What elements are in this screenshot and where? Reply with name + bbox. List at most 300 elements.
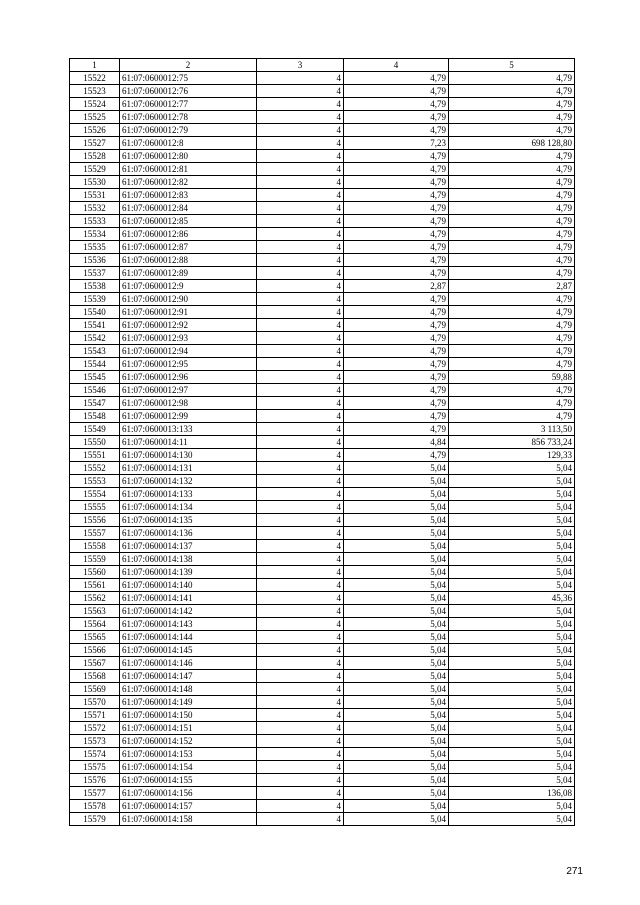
table-row [70, 735, 575, 748]
table-cell: 4 [257, 202, 344, 215]
table-cell: 4 [257, 410, 344, 423]
table-cell: 4,79 [344, 306, 449, 319]
table-cell: 15565 [70, 631, 120, 644]
table-cell: 4 [257, 579, 344, 592]
table-cell: 61:07:0600014:157 [120, 800, 257, 813]
table-cell: 4,84 [344, 436, 449, 449]
table-cell: 4 [257, 566, 344, 579]
table-row [70, 462, 575, 475]
table-cell: 856 733,24 [449, 436, 575, 449]
header-cell: 5 [449, 59, 575, 72]
table-cell: 4 [257, 696, 344, 709]
table-cell: 61:07:0600014:148 [120, 683, 257, 696]
table-cell: 4,79 [449, 176, 575, 189]
table-cell: 5,04 [344, 514, 449, 527]
table-cell: 15555 [70, 501, 120, 514]
table-row [70, 176, 575, 189]
table-cell: 4 [257, 592, 344, 605]
table-row [70, 696, 575, 709]
table-cell: 61:07:0600013:133 [120, 423, 257, 436]
table-cell: 136,08 [449, 787, 575, 800]
table-cell: 59,88 [449, 371, 575, 384]
table-cell: 5,04 [449, 527, 575, 540]
data-table [69, 58, 575, 826]
table-cell: 15529 [70, 163, 120, 176]
table-cell: 4 [257, 85, 344, 98]
table-cell: 5,04 [449, 748, 575, 761]
table-row [70, 683, 575, 696]
table-cell: 4 [257, 72, 344, 85]
table-cell: 4 [257, 488, 344, 501]
table-row [70, 709, 575, 722]
table-cell: 61:07:0600014:136 [120, 527, 257, 540]
table-cell: 4,79 [449, 384, 575, 397]
table-cell: 61:07:0600014:150 [120, 709, 257, 722]
table-cell: 61:07:0600012:93 [120, 332, 257, 345]
table-cell: 4,79 [449, 345, 575, 358]
table-cell: 15568 [70, 670, 120, 683]
table-cell: 61:07:0600012:79 [120, 124, 257, 137]
table-cell: 15578 [70, 800, 120, 813]
table-cell: 4,79 [344, 176, 449, 189]
table-cell: 15543 [70, 345, 120, 358]
table-cell: 4,79 [344, 215, 449, 228]
table-cell: 61:07:0600014:134 [120, 501, 257, 514]
table-cell: 4,79 [344, 449, 449, 462]
table-cell: 15532 [70, 202, 120, 215]
table-cell: 61:07:0600012:80 [120, 150, 257, 163]
table-cell: 4,79 [344, 163, 449, 176]
table-cell: 4 [257, 319, 344, 332]
table-cell: 61:07:0600014:155 [120, 774, 257, 787]
table-cell: 4 [257, 215, 344, 228]
table-cell: 61:07:0600014:153 [120, 748, 257, 761]
table-cell: 4 [257, 280, 344, 293]
table-cell: 61:07:0600014:135 [120, 514, 257, 527]
table-cell: 15558 [70, 540, 120, 553]
table-cell: 4,79 [449, 319, 575, 332]
table-cell: 4,79 [449, 163, 575, 176]
table-cell: 5,04 [449, 462, 575, 475]
table-cell: 61:07:0600012:96 [120, 371, 257, 384]
table-cell: 5,04 [449, 644, 575, 657]
table-cell: 4 [257, 423, 344, 436]
table-cell: 4,79 [449, 85, 575, 98]
table-row [70, 488, 575, 501]
table-cell: 61:07:0600014:149 [120, 696, 257, 709]
table-cell: 4 [257, 774, 344, 787]
table-cell: 5,04 [344, 501, 449, 514]
table-cell: 5,04 [344, 761, 449, 774]
table-cell: 5,04 [449, 709, 575, 722]
table-cell: 5,04 [344, 527, 449, 540]
table-row [70, 787, 575, 800]
table-cell: 4 [257, 137, 344, 150]
table-cell: 61:07:0600014:11 [120, 436, 257, 449]
table-cell: 4 [257, 670, 344, 683]
table-cell: 4 [257, 111, 344, 124]
table-row [70, 98, 575, 111]
table-row [70, 267, 575, 280]
table-cell: 15527 [70, 137, 120, 150]
table-cell: 15539 [70, 293, 120, 306]
table-cell: 4 [257, 462, 344, 475]
table-row [70, 774, 575, 787]
table-cell: 61:07:0600012:83 [120, 189, 257, 202]
header-cell: 1 [70, 59, 120, 72]
table-cell: 4,79 [449, 72, 575, 85]
table-cell: 15536 [70, 254, 120, 267]
table-cell: 15551 [70, 449, 120, 462]
table-cell: 15528 [70, 150, 120, 163]
table-row [70, 605, 575, 618]
table-cell: 2,87 [449, 280, 575, 293]
table-cell: 4 [257, 228, 344, 241]
table-body [70, 72, 575, 826]
table-cell: 4,79 [344, 319, 449, 332]
table-row [70, 215, 575, 228]
table-cell: 4,79 [344, 345, 449, 358]
table-cell: 61:07:0600014:144 [120, 631, 257, 644]
table-cell: 61:07:0600012:78 [120, 111, 257, 124]
table-cell: 698 128,80 [449, 137, 575, 150]
table-header [70, 59, 575, 72]
table-cell: 4 [257, 371, 344, 384]
table-cell: 5,04 [344, 644, 449, 657]
table-cell: 4,79 [344, 85, 449, 98]
table-cell: 15548 [70, 410, 120, 423]
table-cell: 4 [257, 540, 344, 553]
table-cell: 15570 [70, 696, 120, 709]
table-cell: 61:07:0600012:9 [120, 280, 257, 293]
table-row [70, 748, 575, 761]
table-row [70, 332, 575, 345]
table-cell: 15561 [70, 579, 120, 592]
table-row [70, 397, 575, 410]
table-cell: 4 [257, 397, 344, 410]
table-cell: 4 [257, 761, 344, 774]
table-cell: 5,04 [449, 657, 575, 670]
table-cell: 4,79 [344, 410, 449, 423]
table-cell: 4,79 [449, 410, 575, 423]
table-cell: 4 [257, 813, 344, 826]
table-cell: 5,04 [449, 722, 575, 735]
table-cell: 5,04 [449, 800, 575, 813]
table-cell: 5,04 [344, 722, 449, 735]
table-cell: 15562 [70, 592, 120, 605]
table-cell: 4,79 [449, 228, 575, 241]
table-cell: 61:07:0600012:8 [120, 137, 257, 150]
table-cell: 5,04 [344, 618, 449, 631]
table-cell: 15574 [70, 748, 120, 761]
table-cell: 4 [257, 98, 344, 111]
table-cell: 4 [257, 748, 344, 761]
table-cell: 61:07:0600014:145 [120, 644, 257, 657]
table-cell: 15538 [70, 280, 120, 293]
table-cell: 61:07:0600012:91 [120, 306, 257, 319]
page-number: 271 [566, 866, 583, 877]
table-cell: 5,04 [449, 631, 575, 644]
table-cell: 15556 [70, 514, 120, 527]
table-cell: 5,04 [344, 748, 449, 761]
table-cell: 5,04 [344, 813, 449, 826]
table-cell: 5,04 [449, 761, 575, 774]
table-cell: 61:07:0600014:132 [120, 475, 257, 488]
table-cell: 61:07:0600012:84 [120, 202, 257, 215]
table-cell: 61:07:0600014:147 [120, 670, 257, 683]
table-cell: 5,04 [449, 540, 575, 553]
table-cell: 4,79 [344, 293, 449, 306]
table-row [70, 72, 575, 85]
table-cell: 61:07:0600014:142 [120, 605, 257, 618]
table-cell: 15579 [70, 813, 120, 826]
table-cell: 4,79 [449, 111, 575, 124]
table-cell: 4,79 [344, 267, 449, 280]
table-cell: 5,04 [449, 501, 575, 514]
table-cell: 61:07:0600014:133 [120, 488, 257, 501]
table-row [70, 254, 575, 267]
table-row [70, 358, 575, 371]
table-cell: 5,04 [449, 488, 575, 501]
table-cell: 15557 [70, 527, 120, 540]
table-cell: 5,04 [344, 592, 449, 605]
table-cell: 15546 [70, 384, 120, 397]
table-row [70, 449, 575, 462]
table-row [70, 501, 575, 514]
table-cell: 5,04 [344, 774, 449, 787]
table-cell: 4 [257, 306, 344, 319]
header-cell: 2 [120, 59, 257, 72]
table-cell: 61:07:0600012:92 [120, 319, 257, 332]
table-cell: 15564 [70, 618, 120, 631]
table-cell: 61:07:0600012:86 [120, 228, 257, 241]
table-row [70, 631, 575, 644]
table-cell: 15572 [70, 722, 120, 735]
table-cell: 4 [257, 514, 344, 527]
table-cell: 4,79 [449, 150, 575, 163]
table-cell: 61:07:0600012:88 [120, 254, 257, 267]
table-cell: 15552 [70, 462, 120, 475]
table-cell: 5,04 [449, 696, 575, 709]
table-cell: 4 [257, 293, 344, 306]
table-cell: 15560 [70, 566, 120, 579]
table-cell: 61:07:0600014:139 [120, 566, 257, 579]
table-cell: 5,04 [344, 540, 449, 553]
table-row [70, 319, 575, 332]
table-cell: 15576 [70, 774, 120, 787]
table-cell: 5,04 [449, 774, 575, 787]
table-cell: 4,79 [449, 98, 575, 111]
table-cell: 4,79 [449, 358, 575, 371]
table-cell: 4,79 [344, 384, 449, 397]
table-row [70, 163, 575, 176]
table-cell: 5,04 [344, 475, 449, 488]
table-cell: 4 [257, 475, 344, 488]
table-cell: 61:07:0600014:130 [120, 449, 257, 462]
table-cell: 4,79 [344, 150, 449, 163]
table-cell: 61:07:0600012:87 [120, 241, 257, 254]
table-cell: 15524 [70, 98, 120, 111]
table-cell: 61:07:0600012:75 [120, 72, 257, 85]
table-cell: 4,79 [449, 293, 575, 306]
table-cell: 15535 [70, 241, 120, 254]
table-cell: 61:07:0600012:97 [120, 384, 257, 397]
table-cell: 15573 [70, 735, 120, 748]
table-cell: 61:07:0600012:81 [120, 163, 257, 176]
table-cell: 61:07:0600014:131 [120, 462, 257, 475]
table-cell: 5,04 [449, 566, 575, 579]
table-cell: 4 [257, 384, 344, 397]
table-cell: 15544 [70, 358, 120, 371]
table-cell: 4,79 [449, 397, 575, 410]
table-cell: 15549 [70, 423, 120, 436]
table-row [70, 423, 575, 436]
table-row [70, 111, 575, 124]
table-cell: 15569 [70, 683, 120, 696]
table-row [70, 280, 575, 293]
table-cell: 5,04 [449, 618, 575, 631]
table-cell: 4,79 [344, 332, 449, 345]
table-cell: 5,04 [344, 462, 449, 475]
table-cell: 15550 [70, 436, 120, 449]
table-cell: 4 [257, 150, 344, 163]
table-cell: 5,04 [449, 683, 575, 696]
table-cell: 4 [257, 163, 344, 176]
table-cell: 5,04 [344, 735, 449, 748]
table-cell: 5,04 [449, 514, 575, 527]
table-cell: 4 [257, 657, 344, 670]
table-cell: 61:07:0600014:146 [120, 657, 257, 670]
table-cell: 5,04 [449, 670, 575, 683]
table-row [70, 306, 575, 319]
table-cell: 5,04 [344, 800, 449, 813]
table-row [70, 202, 575, 215]
table-cell: 61:07:0600014:138 [120, 553, 257, 566]
table-cell: 15567 [70, 657, 120, 670]
table-cell: 15540 [70, 306, 120, 319]
table-cell: 45,36 [449, 592, 575, 605]
table-cell: 4 [257, 618, 344, 631]
header-cell: 3 [257, 59, 344, 72]
table-cell: 4,79 [449, 254, 575, 267]
table-cell: 61:07:0600014:158 [120, 813, 257, 826]
table-cell: 61:07:0600012:82 [120, 176, 257, 189]
table-cell: 4 [257, 501, 344, 514]
table-cell: 4,79 [344, 124, 449, 137]
table-cell: 15553 [70, 475, 120, 488]
table-cell: 61:07:0600012:99 [120, 410, 257, 423]
table-cell: 5,04 [344, 631, 449, 644]
table-cell: 61:07:0600012:90 [120, 293, 257, 306]
table-cell: 4 [257, 358, 344, 371]
table-cell: 15541 [70, 319, 120, 332]
table-row [70, 813, 575, 826]
table-cell: 4,79 [344, 189, 449, 202]
table-row [70, 241, 575, 254]
table-cell: 4,79 [449, 215, 575, 228]
table-cell: 15575 [70, 761, 120, 774]
table-cell: 61:07:0600012:77 [120, 98, 257, 111]
table-cell: 15534 [70, 228, 120, 241]
table-cell: 4 [257, 436, 344, 449]
table-cell: 5,04 [344, 696, 449, 709]
table-cell: 15531 [70, 189, 120, 202]
table-cell: 15526 [70, 124, 120, 137]
table-row [70, 761, 575, 774]
table-cell: 15563 [70, 605, 120, 618]
table-cell: 4,79 [449, 306, 575, 319]
table-cell: 5,04 [344, 709, 449, 722]
table-cell: 61:07:0600012:85 [120, 215, 257, 228]
table-cell: 15547 [70, 397, 120, 410]
table-cell: 4,79 [344, 111, 449, 124]
table-row [70, 475, 575, 488]
table-row [70, 657, 575, 670]
table-cell: 61:07:0600014:137 [120, 540, 257, 553]
table-cell: 15577 [70, 787, 120, 800]
table-cell: 4,79 [449, 267, 575, 280]
table-cell: 15533 [70, 215, 120, 228]
table-cell: 61:07:0600014:141 [120, 592, 257, 605]
table-row [70, 540, 575, 553]
table-cell: 15542 [70, 332, 120, 345]
table-cell: 5,04 [344, 488, 449, 501]
table-cell: 4,79 [344, 202, 449, 215]
table-cell: 4 [257, 449, 344, 462]
table-cell: 15523 [70, 85, 120, 98]
table-row [70, 618, 575, 631]
table-cell: 5,04 [344, 670, 449, 683]
table-row [70, 514, 575, 527]
table-cell: 61:07:0600012:98 [120, 397, 257, 410]
table-row [70, 592, 575, 605]
table-cell: 4,79 [449, 332, 575, 345]
table-cell: 7,23 [344, 137, 449, 150]
table-cell: 2,87 [344, 280, 449, 293]
table-cell: 4,79 [449, 189, 575, 202]
table-cell: 15559 [70, 553, 120, 566]
table-row [70, 293, 575, 306]
table-cell: 5,04 [344, 605, 449, 618]
table-cell: 4,79 [344, 397, 449, 410]
table-cell: 5,04 [449, 475, 575, 488]
table-cell: 15554 [70, 488, 120, 501]
table-row [70, 189, 575, 202]
table-cell: 4 [257, 800, 344, 813]
table-row [70, 553, 575, 566]
table-cell: 4 [257, 787, 344, 800]
table-row [70, 410, 575, 423]
table-cell: 15571 [70, 709, 120, 722]
table-cell: 61:07:0600012:89 [120, 267, 257, 280]
table-row [70, 644, 575, 657]
table-cell: 5,04 [449, 813, 575, 826]
table-cell: 4,79 [344, 228, 449, 241]
table-cell: 4,79 [344, 241, 449, 254]
table-cell: 4 [257, 683, 344, 696]
table-cell: 4 [257, 124, 344, 137]
table-cell: 4,79 [344, 358, 449, 371]
table-cell: 4,79 [449, 241, 575, 254]
table-cell: 15566 [70, 644, 120, 657]
table-row [70, 527, 575, 540]
table-row [70, 800, 575, 813]
table-row [70, 579, 575, 592]
table-cell: 5,04 [449, 553, 575, 566]
table-cell: 3 113,50 [449, 423, 575, 436]
table-cell: 15537 [70, 267, 120, 280]
table-cell: 61:07:0600014:154 [120, 761, 257, 774]
